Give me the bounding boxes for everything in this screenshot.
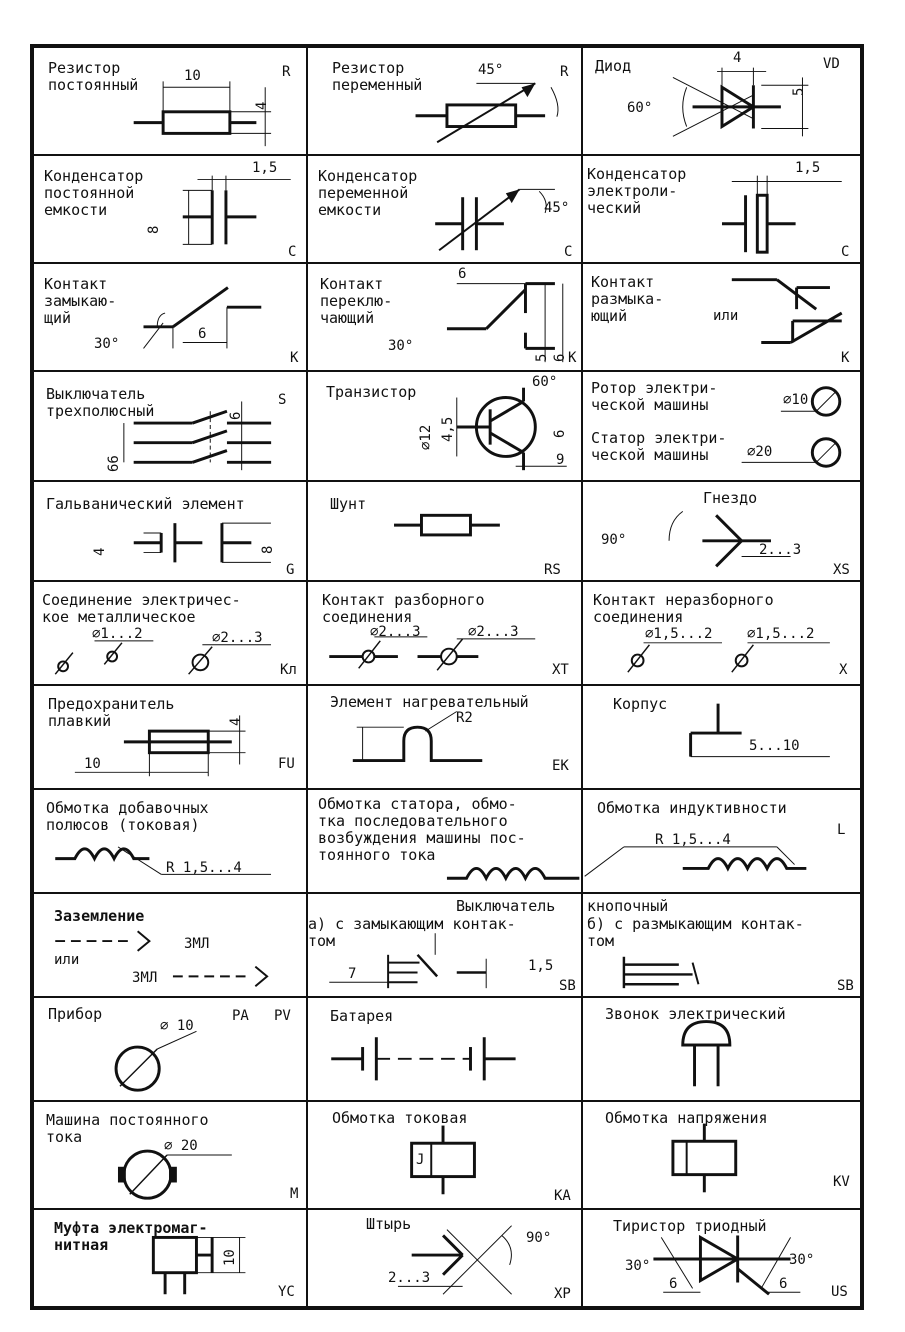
cell-housing (582, 685, 861, 789)
cell-dc-machine (33, 1101, 307, 1209)
designation: L (837, 822, 846, 838)
dim-lead-right: 6 (779, 1276, 788, 1292)
label: Выключатель трехполюсный (46, 385, 155, 420)
dim-small: ⌀1...2 (92, 626, 143, 642)
dim-depth: 2...3 (759, 542, 802, 558)
cell-capacitor-variable (307, 155, 582, 263)
dim-left: ⌀1,5...2 (645, 626, 713, 642)
cell-switch-three-pole (33, 371, 307, 481)
dim-width: 9 (556, 452, 565, 468)
label: а) с замыкающим контак- том (308, 915, 516, 950)
title: Выключатель (456, 897, 556, 915)
cell-rotor-stator (582, 371, 861, 481)
label: Гальванический элемент (46, 495, 245, 513)
cell-resistor-variable (307, 47, 582, 155)
cell-diode (582, 47, 861, 155)
symbol-table (30, 44, 864, 1310)
cell-resistor-fixed (33, 47, 307, 155)
designation: S (278, 392, 287, 408)
label: Конденсатор электроли- ческий (587, 165, 687, 217)
mark-top: ЗМЛ (184, 936, 210, 952)
cell-switch-break (559, 893, 861, 997)
label: Элемент нагревательный (330, 693, 529, 711)
designation: C (564, 244, 573, 260)
label: Диод (595, 57, 632, 75)
dim-height: 4 (228, 717, 244, 726)
label: Гнездо (703, 489, 758, 507)
designation-pa: PA (232, 1008, 249, 1024)
cell-battery (307, 997, 582, 1101)
dim-pitch-left: 66 (106, 455, 122, 472)
label: Штырь (366, 1215, 412, 1233)
dim-right: ⌀2...3 (468, 624, 519, 640)
designation: Кл (280, 662, 297, 678)
label: Муфта электромаг- нитная (54, 1219, 208, 1254)
label: Шунт (330, 495, 367, 513)
dim-radius: R2 (456, 710, 473, 726)
designation: XS (833, 562, 850, 578)
cell-capacitor-fixed (33, 155, 307, 263)
designation: SB (837, 978, 854, 994)
label: Обмотка токовая (332, 1109, 468, 1127)
designation: R (560, 64, 569, 80)
cell-switch-make (307, 893, 582, 997)
cell-winding-stator (307, 789, 582, 893)
cell-contact-detachable (307, 581, 582, 685)
cell-contact-make (33, 263, 307, 371)
cell-clutch (33, 1209, 307, 1307)
dim-angle: 60° (532, 374, 558, 390)
label: Резистор переменный (332, 59, 423, 94)
dim-length: 6 (458, 266, 467, 282)
label: Конденсатор постоянной емкости (44, 167, 144, 219)
dim-large: ⌀2...3 (212, 630, 263, 646)
dim-radius: R 1,5...4 (655, 832, 731, 848)
cell-transistor (307, 371, 582, 481)
designation: XT (552, 662, 569, 678)
designation: КА (554, 1188, 571, 1204)
dim-length: 7 (348, 966, 357, 982)
label-stator: Статор электри- ческой машины (591, 429, 727, 464)
mark-bottom: ЗМЛ (132, 970, 158, 986)
label: Прибор (48, 1005, 103, 1023)
dim-right: ⌀1,5...2 (747, 626, 815, 642)
dim-height: 5 (791, 87, 807, 96)
dim-angle: 45° (478, 62, 504, 78)
cell-galvanic-cell (33, 481, 307, 581)
label: Звонок электрический (605, 1005, 786, 1023)
dim-angle: 60° (627, 100, 653, 116)
dim-short: 4 (92, 547, 108, 556)
designation: VD (823, 56, 840, 72)
label: Тиристор триодный (613, 1217, 767, 1235)
designation: ЕК (552, 758, 569, 774)
cell-winding-auxiliary (33, 789, 307, 893)
label: Контакт замыкаю- щий (44, 275, 117, 327)
designation: К (290, 350, 299, 366)
dim-height: 8 (146, 225, 162, 234)
dim-lead-left: 6 (669, 1276, 678, 1292)
label: Обмотка индуктивности (597, 799, 787, 817)
dim-angle-left: 30° (625, 1258, 651, 1274)
designation: C (841, 244, 850, 260)
dim-gap: 1,5 (528, 958, 554, 974)
dim-pitch: 6 (228, 411, 244, 420)
cell-contact-changeover (307, 263, 582, 371)
cell-bell (582, 997, 861, 1101)
label: Предохранитель плавкий (48, 695, 175, 730)
designation: К (568, 350, 577, 366)
dim-gap-a: 5 (534, 353, 550, 362)
dim-length: 6 (198, 326, 207, 342)
dim-long: 8 (260, 545, 276, 554)
label: Корпус (613, 695, 668, 713)
dim-diameter: ⌀ 20 (164, 1138, 198, 1154)
label: Обмотка статора, обмо- тка последовательного возбуждения машины пос- тоянного тока (318, 795, 526, 864)
cell-grounding (33, 893, 307, 997)
designation: YC (278, 1284, 295, 1300)
label: Обмотка добавочных полюсов (токовая) (46, 799, 209, 834)
label-rotor: Ротор электри- ческой машины (591, 379, 718, 414)
cell-instrument (33, 997, 307, 1101)
dim-angle: 90° (526, 1230, 552, 1246)
dim-angle: 45° (544, 200, 570, 216)
designation: RS (544, 562, 561, 578)
dim-lead: 6 (552, 429, 568, 438)
designation-pv: PV (274, 1008, 291, 1024)
label: Батарея (330, 1007, 394, 1025)
dim-angle: 30° (388, 338, 414, 354)
designation: C (288, 244, 297, 260)
label: Конденсатор переменной емкости (318, 167, 418, 219)
label: Машина постоянного тока (46, 1111, 209, 1146)
dim-diameter: ⌀12 (418, 424, 434, 450)
cell-winding-inductance (582, 789, 861, 893)
dim-height: 4 (254, 101, 270, 110)
alt-label: или (713, 308, 739, 324)
cell-winding-current (307, 1101, 582, 1209)
designation: FU (278, 756, 295, 772)
cell-contact-break (582, 263, 861, 371)
dim-offset: 4,5 (440, 416, 456, 442)
cell-metal-connection (33, 581, 307, 685)
label: б) с размыкающим контак- том (587, 915, 804, 950)
cell-socket (582, 481, 861, 581)
dim-angle: 30° (94, 336, 120, 352)
designation: G (286, 562, 295, 578)
current-mark: J (416, 1152, 425, 1168)
dim-stator: ⌀20 (747, 444, 773, 460)
cell-fuse (33, 685, 307, 789)
designation-left: SB (559, 978, 576, 994)
cell-pin (307, 1209, 582, 1307)
cell-shunt (307, 481, 582, 581)
dim-angle: 90° (601, 532, 627, 548)
cell-capacitor-electrolytic (582, 155, 861, 263)
designation: US (831, 1284, 848, 1300)
dim-rotor: ⌀10 (783, 392, 809, 408)
dim-left: ⌀2...3 (370, 624, 421, 640)
dim-angle-right: 30° (789, 1252, 815, 1268)
designation: К (841, 350, 850, 366)
dim-height: 10 (222, 1249, 238, 1266)
label: Контакт разборного соединения (322, 591, 485, 626)
dim-depth: 2...3 (388, 1270, 431, 1286)
dim-radius: R 1,5...4 (166, 860, 242, 876)
designation: XP (554, 1286, 571, 1302)
dim-gap: 1,5 (795, 160, 821, 176)
label: Обмотка напряжения (605, 1109, 768, 1127)
designation: KV (833, 1174, 850, 1190)
dim-gap: 1,5 (252, 160, 278, 176)
title: кнопочный (587, 897, 669, 915)
dim-length: 5...10 (749, 738, 800, 754)
or-label: или (54, 952, 80, 968)
dim-gap-b: 6 (552, 353, 568, 362)
label: Соединение электричес- кое металлическое (42, 591, 241, 626)
label: Контакт переклю- чающий (320, 275, 393, 327)
label: Контакт неразборного соединения (593, 591, 774, 626)
label: Транзистор (326, 383, 417, 401)
cell-contact-permanent (582, 581, 861, 685)
label: Контакт размыка- ющий (591, 273, 664, 325)
label: Заземление (54, 907, 145, 925)
dim-width: 4 (733, 50, 742, 66)
pin-icon (308, 1210, 581, 1306)
cell-thyristor (582, 1209, 861, 1307)
dim-length: 10 (84, 756, 101, 772)
designation: X (839, 662, 848, 678)
designation: М (290, 1186, 299, 1202)
dim-length: 10 (184, 68, 201, 84)
designation: R (282, 64, 291, 80)
dim-diameter: ⌀ 10 (160, 1018, 194, 1034)
cell-heating-element (307, 685, 582, 789)
label: Резистор постоянный (48, 59, 139, 94)
cell-winding-voltage (582, 1101, 861, 1209)
